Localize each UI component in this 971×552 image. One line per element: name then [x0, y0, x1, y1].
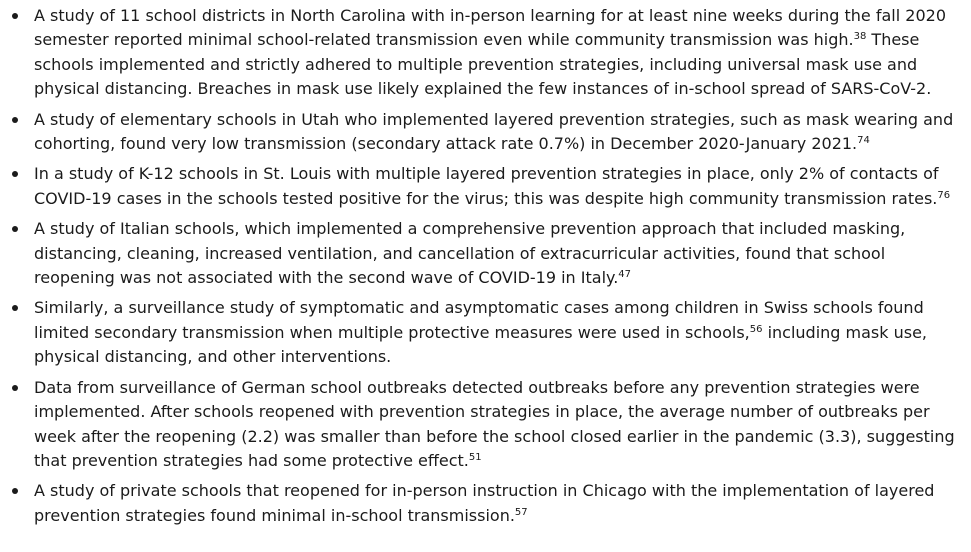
bullet-text: A study of private schools that reopened for in-person instruction in Chicago with the implementation of layered prevention strategies found minimal in-school transmission.: [34, 481, 935, 525]
bullet-text: Data from surveillance of German school outbreaks detected outbreaks before any prevention strategies were implemented. After schools reopened with prevention strategies in place, the average number of outbreaks per week after the reopening (2.2) was smaller than before the school closed earlier in the pandemic (3.3), suggesting that prevention strategies had some protective effect.: [34, 377, 955, 470]
bullet-text: A study of Italian schools, which implemented a comprehensive prevention approach that included masking, distancing, cleaning, increased ventilation, and cancellation of extracurricular activities, found that school reopening was not associated with the second wave of COVID-19 in Italy.: [34, 219, 906, 288]
citation-ref[interactable]: 47: [618, 269, 632, 281]
bullet-switzerland: [0, 296, 971, 369]
bullet-text: In a study of K-12 schools in St. Louis with multiple layered prevention strategies in place, only 2% of contacts of COVID-19 cases in the schools tested positive for the virus; this was despite high community transmission rates.: [34, 164, 939, 208]
bullet-text: including mask use, physical distancing, and other interventions.: [34, 322, 928, 367]
bullet-text: Similarly, a surveillance study of symptomatic and asymptomatic cases among children in Swiss schools found limited secondary transmission when multiple protective measures were used in schools,: [34, 298, 924, 342]
citation-ref[interactable]: 74: [857, 135, 870, 147]
citation-ref[interactable]: 51: [468, 451, 482, 463]
bullet-text: A study of elementary schools in Utah who implemented layered prevention strategies, such as mask wearing and cohorting, found very low transmission (secondary attack rate 0.7%) in December 2020-January 2021.: [34, 109, 954, 154]
citation-ref[interactable]: 56: [749, 323, 763, 335]
bullet-utah: [0, 108, 971, 157]
bullet-north-carolina: [0, 4, 971, 102]
bullet-italy: [0, 217, 971, 290]
bullet-germany: [0, 376, 971, 474]
citation-ref[interactable]: 57: [514, 506, 528, 518]
citation-ref[interactable]: 38: [853, 31, 867, 43]
bullet-chicago: [0, 479, 971, 528]
citation-ref[interactable]: 76: [937, 189, 951, 201]
bullet-text: A study of 11 school districts in North Carolina with in-person learning for at least nine weeks during the fall 2020 semester reported minimal school-related transmission even while community transmission was high.: [34, 6, 946, 50]
bullet-st-louis: [0, 162, 971, 211]
bullet-text: These schools implemented and strictly adhered to multiple prevention strategies, including universal mask use and physical distancing. Breaches in mask use likely explained the few instances of in-school spread of SARS-CoV-2.: [34, 30, 932, 99]
